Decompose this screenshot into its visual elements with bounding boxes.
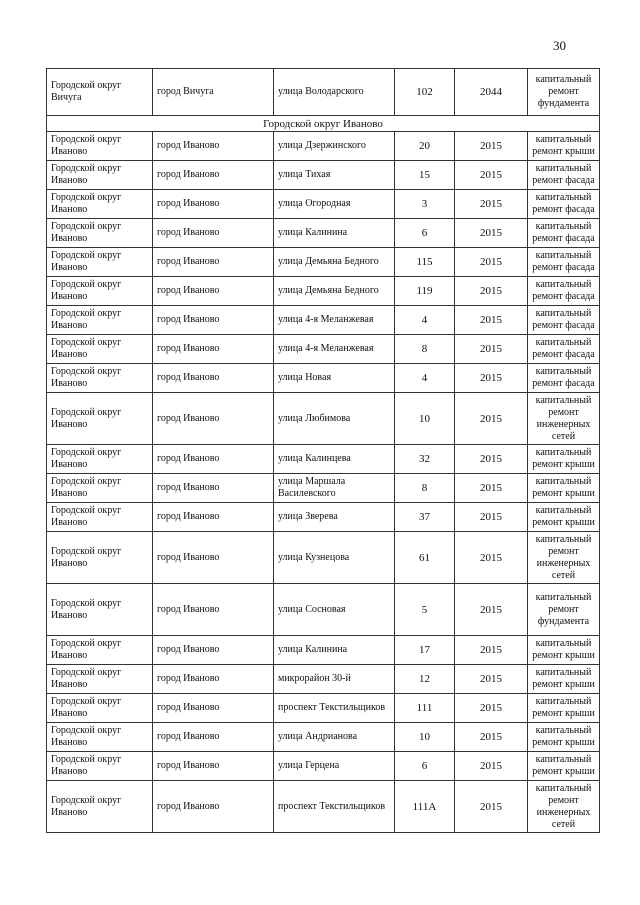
table-row: [47, 161, 600, 190]
cell-year: 2015: [455, 335, 528, 364]
cell-city: город Иваново: [153, 636, 274, 665]
cell-work: капитальный ремонт инженерных сетей: [528, 532, 600, 584]
cell-city: город Иваново: [153, 132, 274, 161]
cell-house: 119: [395, 277, 455, 306]
cell-district: Городской округ Иваново: [47, 532, 153, 584]
cell-year: 2015: [455, 132, 528, 161]
table-row: [47, 584, 600, 636]
cell-work: капитальный ремонт крыши: [528, 503, 600, 532]
table-row: [47, 248, 600, 277]
cell-year: 2015: [455, 503, 528, 532]
cell-city: город Иваново: [153, 694, 274, 723]
cell-year: 2015: [455, 665, 528, 694]
cell-district: Городской округ Иваново: [47, 474, 153, 503]
table-row: [47, 665, 600, 694]
table-row: [47, 474, 600, 503]
cell-year: 2044: [455, 69, 528, 116]
cell-district: Городской округ Иваново: [47, 723, 153, 752]
cell-district: Городской округ Вичуга: [47, 69, 153, 116]
cell-year: 2015: [455, 277, 528, 306]
cell-district: Городской округ Иваново: [47, 665, 153, 694]
table-row: [47, 752, 600, 781]
cell-district: Городской округ Иваново: [47, 219, 153, 248]
table-row: [47, 694, 600, 723]
cell-district: Городской округ Иваново: [47, 781, 153, 833]
cell-street: улица Герцена: [274, 752, 395, 781]
cell-work: капитальный ремонт инженерных сетей: [528, 781, 600, 833]
cell-year: 2015: [455, 584, 528, 636]
table-row: [47, 781, 600, 833]
cell-district: Городской округ Иваново: [47, 636, 153, 665]
cell-house: 32: [395, 445, 455, 474]
cell-district: Городской округ Иваново: [47, 694, 153, 723]
cell-work: капитальный ремонт крыши: [528, 694, 600, 723]
cell-street: улица 4-я Меланжевая: [274, 306, 395, 335]
cell-district: Городской округ Иваново: [47, 277, 153, 306]
cell-street: проспект Текстильщиков: [274, 694, 395, 723]
cell-city: город Иваново: [153, 752, 274, 781]
cell-street: улица Калинина: [274, 636, 395, 665]
cell-city: город Иваново: [153, 393, 274, 445]
cell-city: город Иваново: [153, 474, 274, 503]
cell-street: улица Володарского: [274, 69, 395, 116]
cell-district: Городской округ Иваново: [47, 335, 153, 364]
cell-work: капитальный ремонт фасада: [528, 335, 600, 364]
table-row: [47, 364, 600, 393]
cell-city: город Иваново: [153, 584, 274, 636]
cell-work: капитальный ремонт крыши: [528, 636, 600, 665]
cell-street: улица Новая: [274, 364, 395, 393]
cell-city: город Иваново: [153, 723, 274, 752]
cell-city: город Иваново: [153, 219, 274, 248]
cell-city: город Иваново: [153, 364, 274, 393]
cell-house: 4: [395, 364, 455, 393]
cell-house: 6: [395, 219, 455, 248]
cell-street: улица Дзержинского: [274, 132, 395, 161]
cell-street: улица Андрианова: [274, 723, 395, 752]
cell-district: Городской округ Иваново: [47, 584, 153, 636]
cell-street: улица Калинина: [274, 219, 395, 248]
cell-city: город Иваново: [153, 335, 274, 364]
cell-work: капитальный ремонт крыши: [528, 474, 600, 503]
cell-city: город Иваново: [153, 532, 274, 584]
cell-house: 111: [395, 694, 455, 723]
cell-year: 2015: [455, 393, 528, 445]
cell-city: город Иваново: [153, 161, 274, 190]
cell-work: капитальный ремонт инженерных сетей: [528, 393, 600, 445]
table-row: [47, 69, 600, 116]
cell-district: Городской округ Иваново: [47, 752, 153, 781]
cell-city: город Иваново: [153, 306, 274, 335]
cell-district: Городской округ Иваново: [47, 364, 153, 393]
cell-work: капитальный ремонт фасада: [528, 161, 600, 190]
cell-house: 6: [395, 752, 455, 781]
cell-street: улица Зверева: [274, 503, 395, 532]
table-row: [47, 132, 600, 161]
cell-house: 111А: [395, 781, 455, 833]
cell-house: 115: [395, 248, 455, 277]
cell-street: улица Любимова: [274, 393, 395, 445]
table-row: [47, 636, 600, 665]
cell-city: город Иваново: [153, 190, 274, 219]
cell-work: капитальный ремонт крыши: [528, 132, 600, 161]
cell-street: улица Тихая: [274, 161, 395, 190]
cell-year: 2015: [455, 190, 528, 219]
cell-city: город Иваново: [153, 445, 274, 474]
table-body: [47, 69, 600, 833]
cell-house: 20: [395, 132, 455, 161]
section-header-row: [47, 116, 600, 132]
cell-work: капитальный ремонт крыши: [528, 665, 600, 694]
cell-house: 15: [395, 161, 455, 190]
cell-house: 3: [395, 190, 455, 219]
cell-street: улица Маршала Василевского: [274, 474, 395, 503]
cell-year: 2015: [455, 219, 528, 248]
cell-work: капитальный ремонт крыши: [528, 723, 600, 752]
cell-city: город Вичуга: [153, 69, 274, 116]
table-row: [47, 393, 600, 445]
cell-street: улица Сосновая: [274, 584, 395, 636]
cell-street: проспект Текстильщиков: [274, 781, 395, 833]
cell-street: улица 4-я Меланжевая: [274, 335, 395, 364]
table-row: [47, 723, 600, 752]
cell-house: 8: [395, 474, 455, 503]
cell-city: город Иваново: [153, 781, 274, 833]
cell-work: капитальный ремонт фундамента: [528, 584, 600, 636]
repair-registry-table: [46, 68, 600, 833]
cell-work: капитальный ремонт фасада: [528, 219, 600, 248]
cell-work: капитальный ремонт фундамента: [528, 69, 600, 116]
cell-house: 10: [395, 393, 455, 445]
cell-year: 2015: [455, 445, 528, 474]
cell-work: капитальный ремонт фасада: [528, 190, 600, 219]
table-row: [47, 277, 600, 306]
table-row: [47, 503, 600, 532]
cell-work: капитальный ремонт крыши: [528, 445, 600, 474]
cell-street: улица Кузнецова: [274, 532, 395, 584]
cell-year: 2015: [455, 532, 528, 584]
cell-work: капитальный ремонт фасада: [528, 306, 600, 335]
cell-street: улица Огородная: [274, 190, 395, 219]
cell-year: 2015: [455, 306, 528, 335]
cell-work: капитальный ремонт фасада: [528, 277, 600, 306]
table-row: [47, 190, 600, 219]
cell-street: улица Калинцева: [274, 445, 395, 474]
cell-work: капитальный ремонт фасада: [528, 248, 600, 277]
cell-house: 102: [395, 69, 455, 116]
cell-house: 10: [395, 723, 455, 752]
cell-city: город Иваново: [153, 665, 274, 694]
cell-district: Городской округ Иваново: [47, 248, 153, 277]
cell-city: город Иваново: [153, 503, 274, 532]
table-row: [47, 532, 600, 584]
cell-district: Городской округ Иваново: [47, 393, 153, 445]
cell-year: 2015: [455, 161, 528, 190]
cell-district: Городской округ Иваново: [47, 132, 153, 161]
cell-city: город Иваново: [153, 248, 274, 277]
page-number: 30: [553, 38, 566, 53]
cell-district: Городской округ Иваново: [47, 161, 153, 190]
cell-year: 2015: [455, 694, 528, 723]
cell-street: улица Демьяна Бедного: [274, 277, 395, 306]
cell-street: микрорайон 30-й: [274, 665, 395, 694]
cell-house: 61: [395, 532, 455, 584]
cell-year: 2015: [455, 636, 528, 665]
cell-house: 12: [395, 665, 455, 694]
cell-house: 37: [395, 503, 455, 532]
cell-year: 2015: [455, 723, 528, 752]
cell-district: Городской округ Иваново: [47, 306, 153, 335]
table-row: [47, 445, 600, 474]
cell-city: город Иваново: [153, 277, 274, 306]
cell-year: 2015: [455, 781, 528, 833]
cell-house: 8: [395, 335, 455, 364]
cell-work: капитальный ремонт крыши: [528, 752, 600, 781]
cell-district: Городской округ Иваново: [47, 445, 153, 474]
table-row: [47, 219, 600, 248]
cell-street: улица Демьяна Бедного: [274, 248, 395, 277]
cell-work: капитальный ремонт фасада: [528, 364, 600, 393]
cell-year: 2015: [455, 752, 528, 781]
table-row: [47, 335, 600, 364]
cell-house: 5: [395, 584, 455, 636]
cell-district: Городской округ Иваново: [47, 190, 153, 219]
cell-year: 2015: [455, 474, 528, 503]
cell-house: 4: [395, 306, 455, 335]
cell-year: 2015: [455, 248, 528, 277]
cell-district: Городской округ Иваново: [47, 503, 153, 532]
cell-year: 2015: [455, 364, 528, 393]
table-row: [47, 306, 600, 335]
section-title: Городской округ Иваново: [47, 116, 600, 132]
cell-house: 17: [395, 636, 455, 665]
